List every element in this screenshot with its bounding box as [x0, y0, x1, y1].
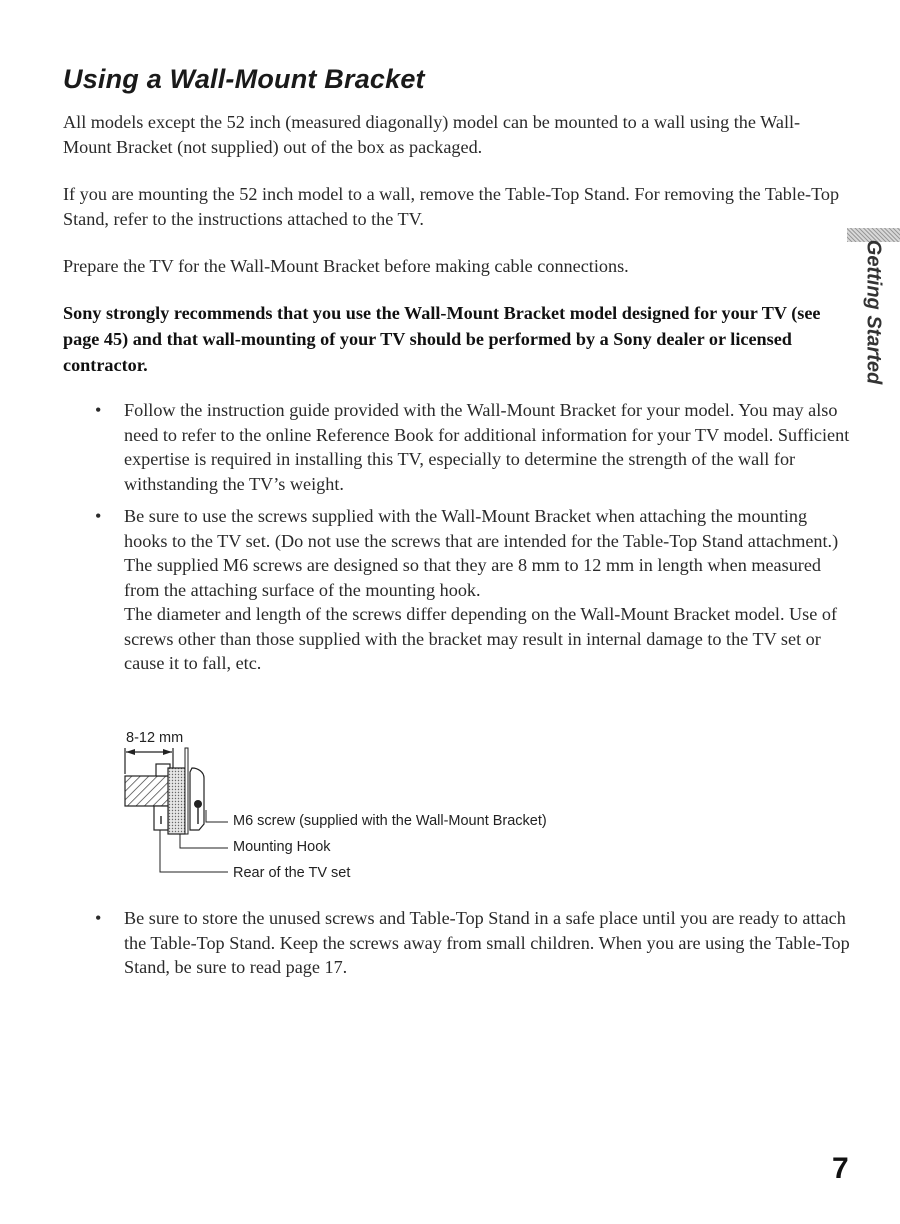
instruction-list-1: [95, 398, 855, 684]
screw-length-diagram: [120, 728, 600, 893]
list-item-text: The supplied M6 screws are designed so that they are 8 mm to 12 mm in length when measured from the attaching surface of the mounting hook.: [124, 555, 822, 600]
mounting-hook: [190, 768, 204, 830]
list-item-text: Be sure to use the screws supplied with the Wall-Mount Bracket when attaching the mounting hooks to the TV set. (Do not use the screws that are intended for the Table-Top Stand attachment.): [124, 506, 839, 551]
screw-diagram-drawing: [120, 728, 600, 893]
warning-paragraph: Sony strongly recommends that you use the Wall-Mount Bracket model designed for your TV (see page 45) and that wall-mounting of your TV should be performed by a Sony dealer or licensed contractor.: [63, 303, 821, 375]
list-item-text: Follow the instruction guide provided with the Wall-Mount Bracket for your model. You may also need to refer to the online Reference Book for additional information for your TV model. Sufficient expertise is required in installing this TV, especially to determine the strength of the wall for withstanding the TV’s weight.: [124, 400, 850, 494]
instruction-list-2: [95, 906, 855, 988]
list-item: [95, 504, 855, 676]
rear-tv-label: Rear of the TV set: [233, 865, 351, 881]
list-item-text: The diameter and length of the screws differ depending on the Wall-Mount Bracket model. Use of screws other than those supplied with the bracket may result in internal damage to the TV set or cause it to fall, etc.: [124, 604, 838, 673]
mounting-hook-label: Mounting Hook: [233, 839, 331, 855]
list-item: [95, 906, 855, 980]
bullet-marker: •: [95, 400, 102, 420]
list-item: [95, 398, 855, 496]
prepare-paragraph: Prepare the TV for the Wall-Mount Bracket before making cable connections.: [63, 256, 629, 276]
removal-paragraph: If you are mounting the 52 inch model to a wall, remove the Table-Top Stand. For removing the Table-Top Stand, refer to the instructions attached to the TV.: [63, 184, 840, 229]
bullet-marker: •: [95, 908, 102, 928]
page-title: Using a Wall-Mount Bracket: [63, 64, 425, 94]
m6-screw-label: M6 screw (supplied with the Wall-Mount Bracket): [233, 813, 547, 829]
dimension-label: 8-12 mm: [126, 730, 184, 746]
section-tab-label: Getting Started: [862, 239, 885, 385]
list-item-text: Be sure to store the unused screws and Table-Top Stand in a safe place until you are ready to attach the Table-Top Stand. Keep the screws away from small children. When you are using the Table-Top Stand, be sure to read page 17.: [124, 908, 850, 977]
intro-paragraph: All models except the 52 inch (measured diagonally) model can be mounted to a wall using the Wall-Mount Bracket (not supplied) out of the box as packaged.: [63, 112, 801, 157]
page-number: 7: [832, 1152, 849, 1185]
bullet-marker: •: [95, 506, 102, 526]
